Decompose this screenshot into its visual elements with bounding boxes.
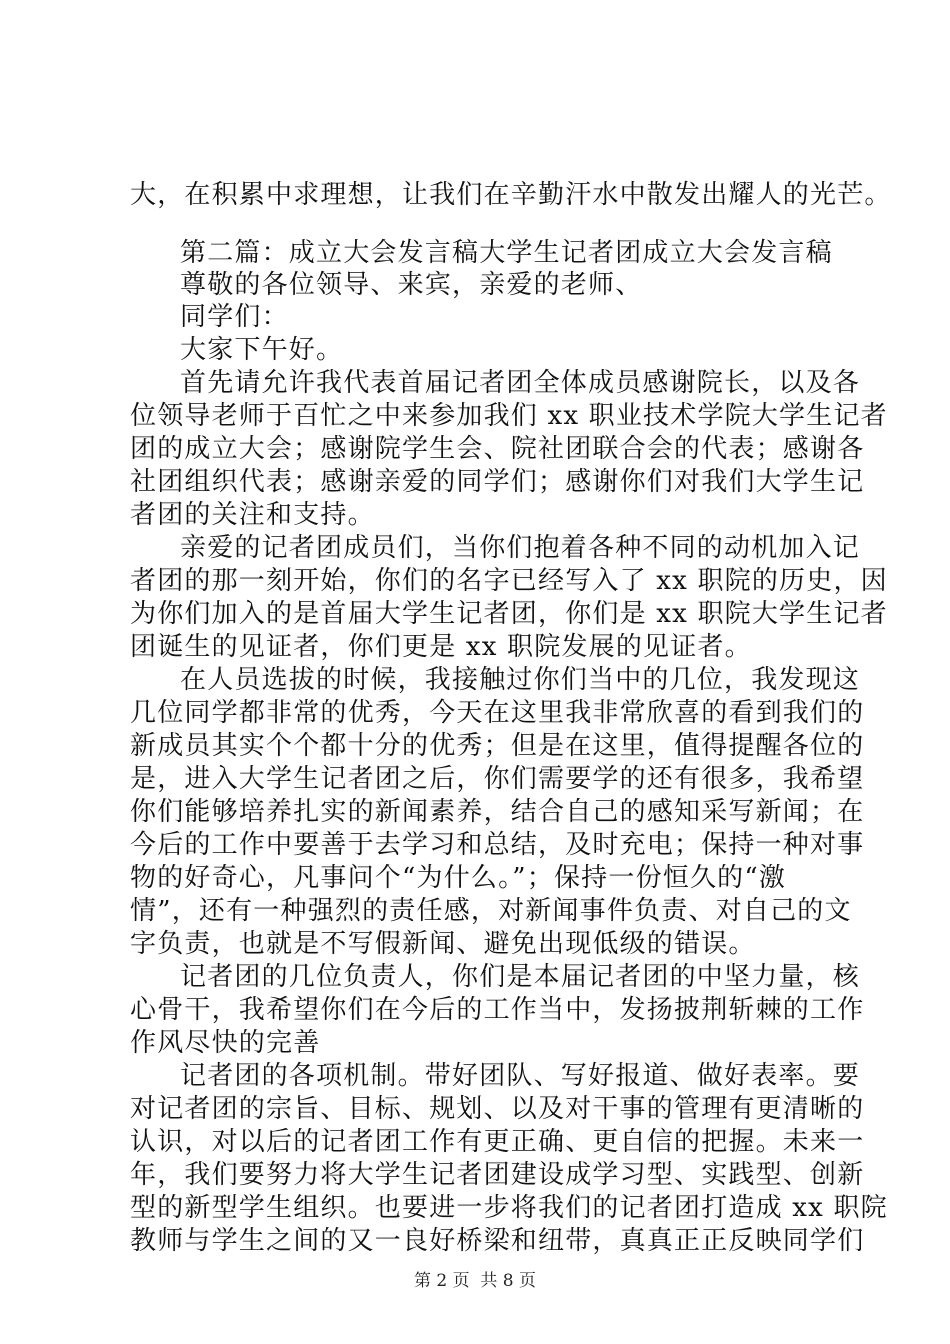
paragraph-line: 几位同学都非常的优秀，今天在这里我非常欣喜的看到我们的 — [130, 698, 865, 728]
paragraph-line: 心骨干，我希望你们在今后的工作当中，发扬披荆斩棘的工作 — [130, 995, 865, 1025]
salutation-line: 尊敬的各位领导、来宾，亲爱的老师、 — [180, 270, 643, 300]
paragraph-line: 团的成立大会；感谢院学生会、院社团联合会的代表；感谢各 — [130, 434, 865, 464]
paragraph-line: 你们能够培养扎实的新闻素养，结合自己的感知采写新闻；在 — [130, 797, 865, 827]
salutation-line: 同学们： — [180, 302, 289, 332]
paragraph-line: 亲爱的记者团成员们，当你们抱着各种不同的动机加入记 — [180, 533, 861, 563]
paragraph-line: 今后的工作中要善于去学习和总结，及时充电；保持一种对事 — [130, 830, 865, 860]
paragraph-line: 型的新型学生组织。也要进一步将我们的记者团打造成 xx 职院 — [130, 1193, 888, 1223]
paragraph-line: 教师与学生之间的又一良好桥梁和纽带，真真正正反映同学们 — [130, 1226, 865, 1256]
paragraph-line: 者团的那一刻开始，你们的名字已经写入了 xx 职院的历史，因 — [130, 566, 888, 596]
paragraph-line: 记者团的几位负责人，你们是本届记者团的中坚力量，核 — [180, 962, 861, 992]
paragraph-line: 是，进入大学生记者团之后，你们需要学的还有很多，我希望 — [130, 764, 865, 794]
paragraph-line: 对记者团的宗旨、目标、规划、以及对干事的管理有更清晰的 — [130, 1094, 865, 1124]
paragraph-line: 在人员选拔的时候，我接触过你们当中的几位，我发现这 — [180, 665, 861, 695]
page-number-footer: 第 2 页 共 8 页 — [413, 1271, 537, 1291]
paragraph-line: 首先请允许我代表首届记者团全体成员感谢院长，以及各 — [180, 368, 861, 398]
greeting-line: 大家下午好。 — [180, 335, 344, 365]
paragraph-line: 新成员其实个个都十分的优秀；但是在这里，值得提醒各位的 — [130, 731, 865, 761]
paragraph-line: 年，我们要努力将大学生记者团建设成学习型、实践型、创新 — [130, 1160, 865, 1190]
paragraph-line: 认识，对以后的记者团工作有更正确、更自信的把握。未来一 — [130, 1127, 865, 1157]
paragraph-line: 大，在积累中求理想，让我们在辛勤汗水中散发出耀人的光芒。 — [130, 180, 892, 210]
paragraph-line: 情”，还有一种强烈的责任感，对新闻事件负责、对自己的文 — [130, 896, 852, 926]
paragraph-line: 社团组织代表；感谢亲爱的同学们；感谢你们对我们大学生记 — [130, 467, 865, 497]
paragraph-line: 者团的关注和支持。 — [130, 500, 375, 530]
paragraph-line: 记者团的各项机制。带好团队、写好报道、做好表率。要 — [180, 1061, 861, 1091]
paragraph-line: 位领导老师于百忙之中来参加我们 xx 职业技术学院大学生记者 — [130, 401, 888, 431]
paragraph-line: 为你们加入的是首届大学生记者团，你们是 xx 职院大学生记者 — [130, 599, 888, 629]
paragraph-line: 字负责，也就是不写假新闻、避免出现低级的错误。 — [130, 929, 756, 959]
paragraph-line: 团诞生的见证者，你们更是 xx 职院发展的见证者。 — [130, 632, 752, 662]
section-heading: 第二篇：成立大会发言稿大学生记者团成立大会发言稿 — [180, 238, 833, 268]
paragraph-line: 作风尽快的完善 — [130, 1028, 321, 1058]
paragraph-line: 物的好奇心，凡事问个“为什么。”；保持一份恒久的“激 — [130, 863, 787, 893]
